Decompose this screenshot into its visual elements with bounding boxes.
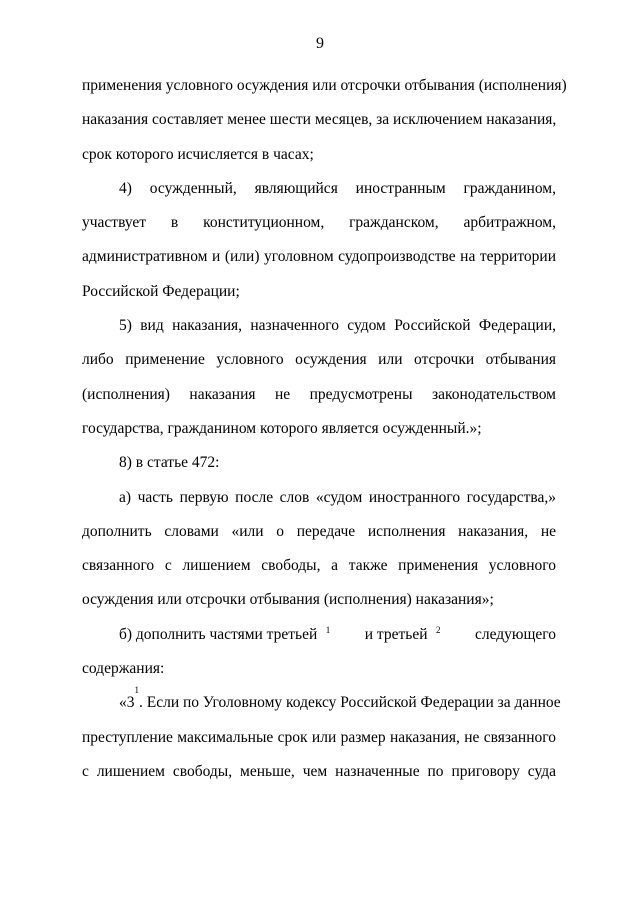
text-line: связанного с лишением свободы, а также применения условного (82, 557, 556, 575)
page-number: 9 (316, 35, 324, 52)
superscript-fragment (326, 622, 331, 656)
text-line: применения условного осуждения или отсрочки отбывания (исполнения) (82, 77, 567, 94)
text-fragment: и третьей (364, 625, 428, 643)
text-line-with-superscript (82, 685, 561, 724)
text-line-with-superscripts (82, 622, 556, 656)
text-fragment: следующего (474, 625, 556, 643)
text-line: а) часть первую после слов «судом иностранного государства,» (119, 488, 556, 506)
text-line: срок которого исчисляется в часах; (82, 145, 314, 163)
text-line: государства, гражданином которого является осужденный.»; (82, 419, 482, 437)
text-line: административном и (или) уголовном судопроизводстве на территории (82, 248, 556, 266)
text-fragment: «3 (119, 694, 135, 712)
superscript: 2 (435, 624, 441, 635)
text-line: 8) в статье 472: (119, 454, 220, 472)
text-line: (исполнения) наказания не предусмотрены законодательством (82, 385, 556, 403)
text-line: Российской Федерации; (82, 282, 240, 300)
text-line: наказания составляет менее шести месяцев, за исключением наказания, (82, 111, 557, 129)
superscript-fragment (436, 622, 441, 656)
text-line: 5) вид наказания, назначенного судом Российской Федерации, (119, 317, 556, 335)
text-line: дополнить словами «или о передаче исполнения наказания, не (82, 522, 556, 540)
text-line: содержания: (82, 660, 165, 678)
superscript: 1 (134, 685, 139, 696)
text-line: 4) осужденный, являющийся иностранным гражданином, (119, 179, 556, 197)
text-fragment: б) дополнить частями третьей (119, 625, 318, 643)
text-line: с лишением свободы, меньше, чем назначенные по приговору суда (82, 762, 556, 780)
text-line: либо применение условного осуждения или отсрочки отбывания (82, 351, 556, 369)
document-body (82, 73, 567, 793)
text-fragment: . Если по Уголовному кодексу Российской Федерации за данное (139, 694, 561, 712)
text-line: осуждения или отсрочки отбывания (исполнения) наказания»; (82, 591, 494, 609)
text-line: преступление максимальные срок или размер наказания, не связанного (82, 728, 556, 746)
text-line: участвует в конституционном, гражданском, арбитражном, (82, 214, 556, 232)
superscript: 1 (325, 624, 331, 635)
